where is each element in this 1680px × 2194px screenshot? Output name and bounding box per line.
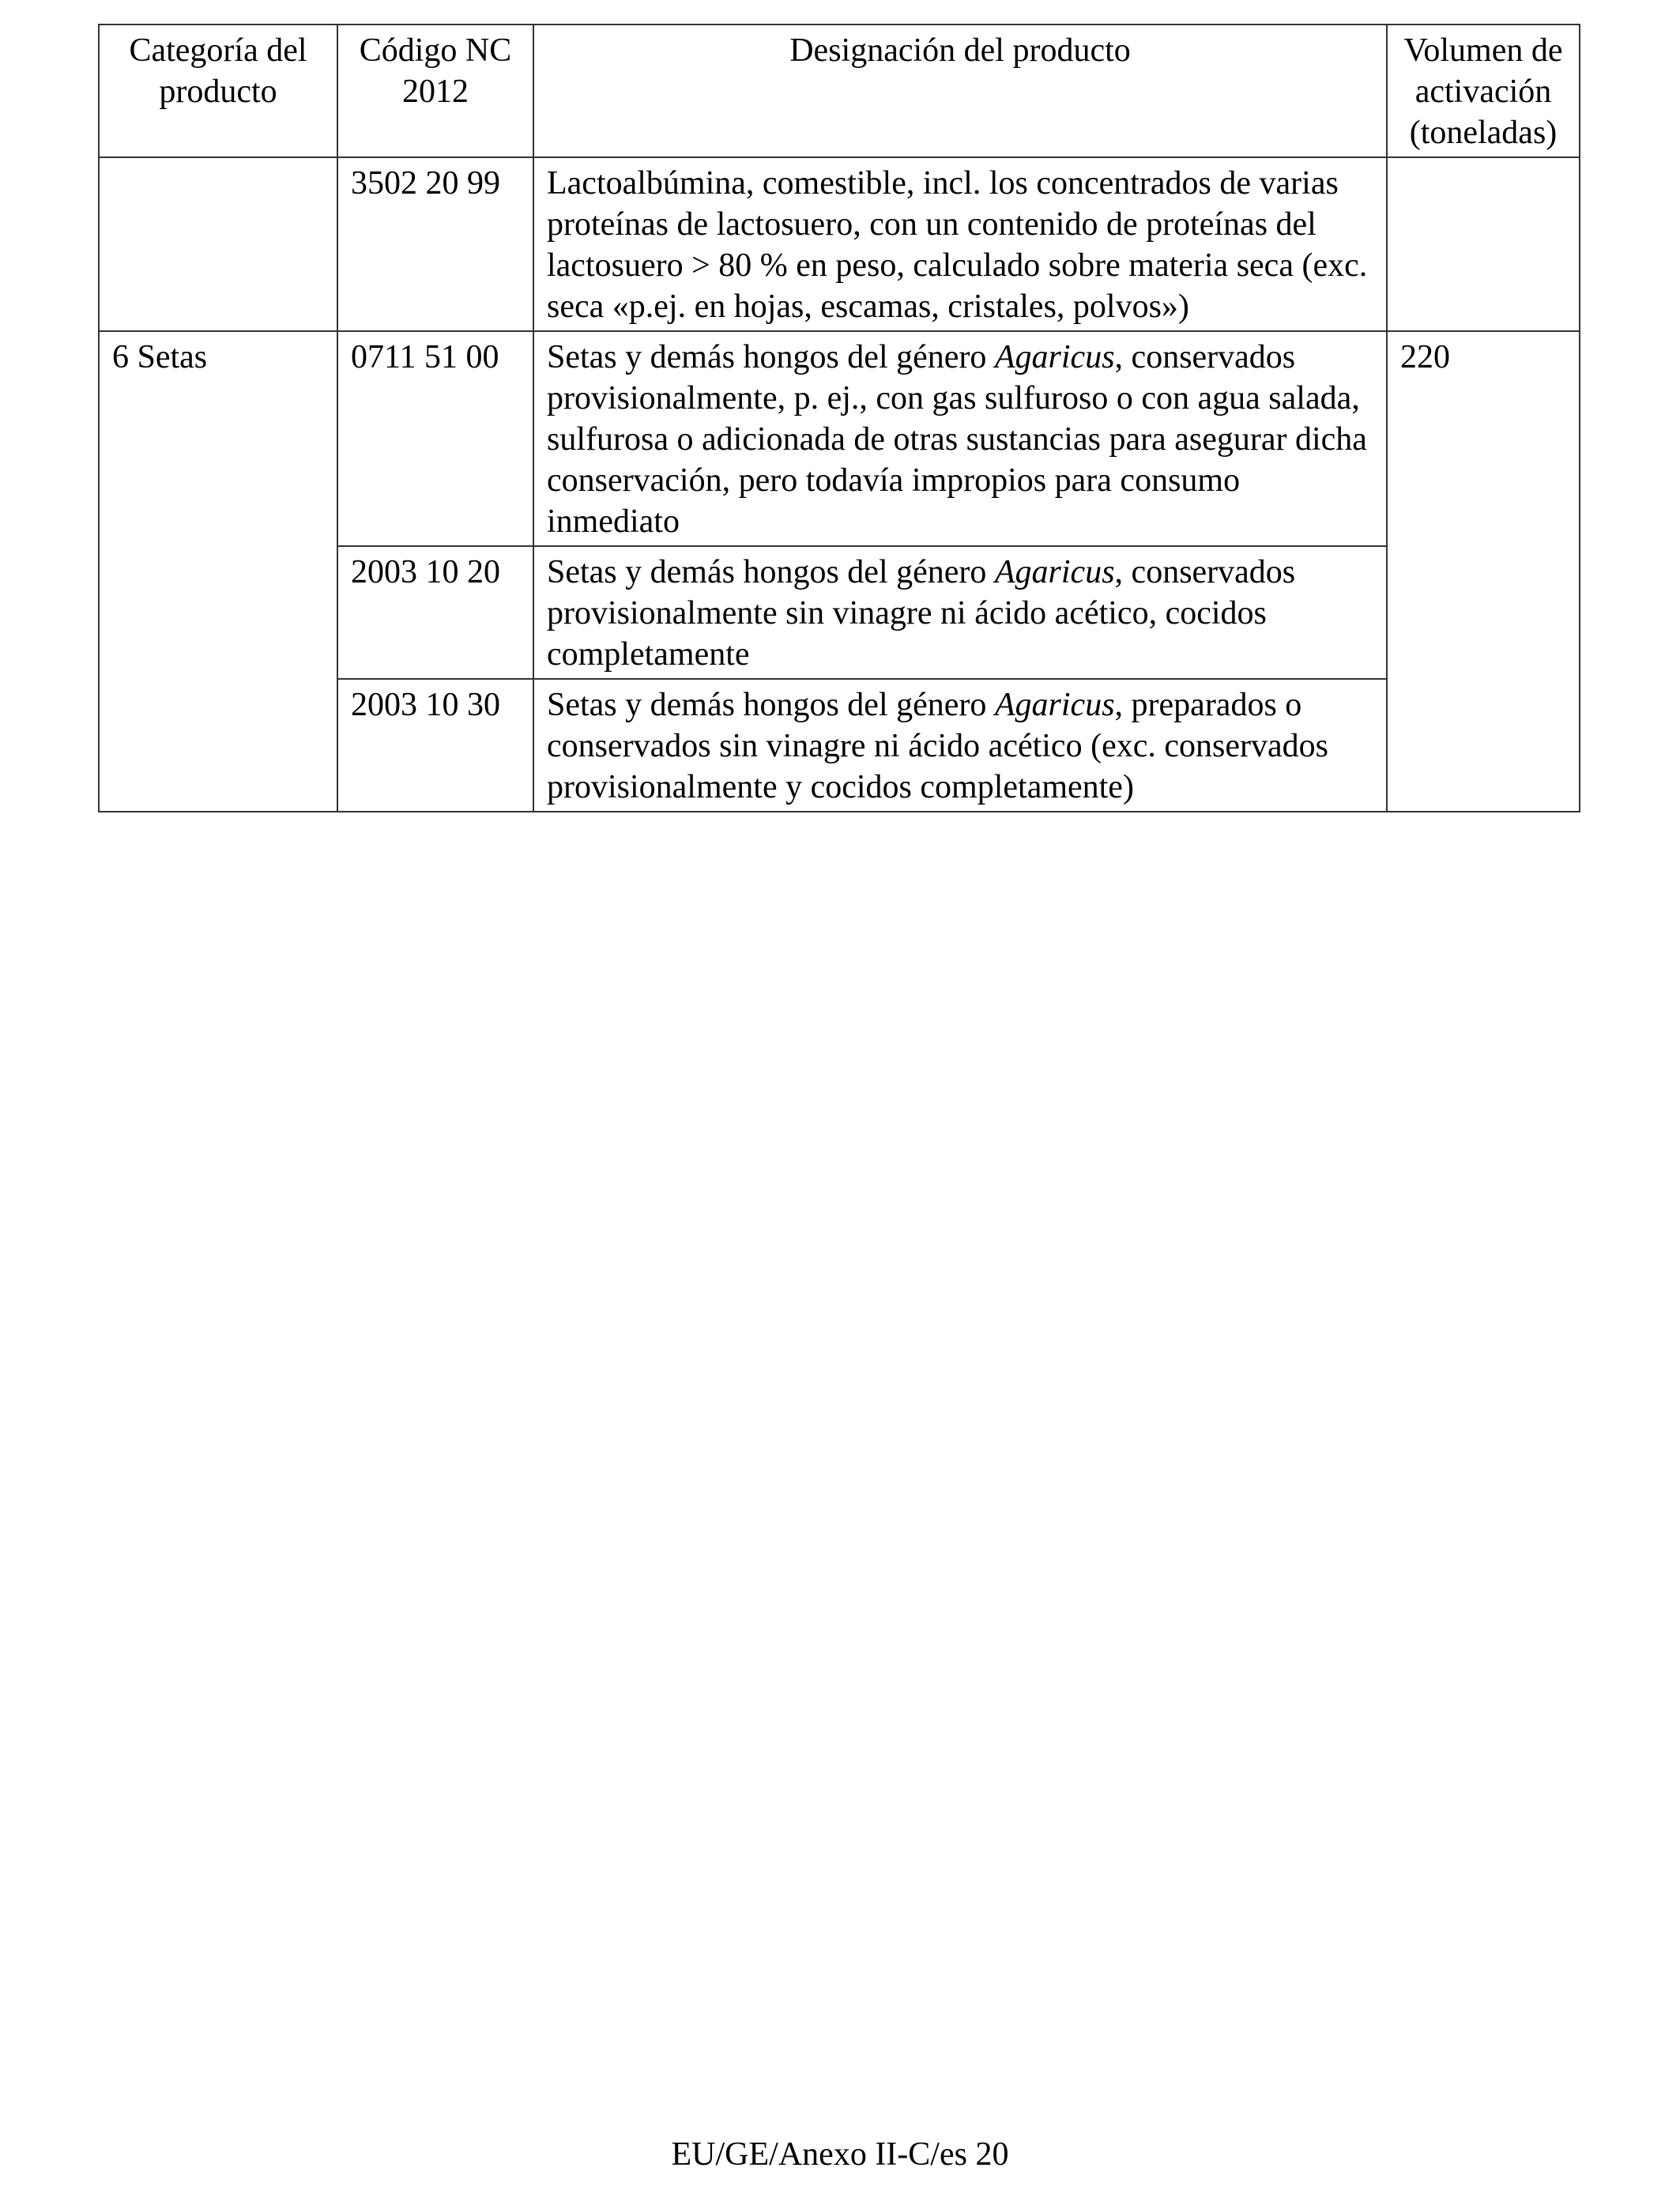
code-cell: 2003 10 30 <box>337 679 533 812</box>
designation-text: Setas y demás hongos del género <box>547 554 995 590</box>
designation-text-tail: , conservados provisionalmente, p. ej., con gas sulfuroso o con agua salada, sulfurosa o adicionada de otras sustancias para asegurar dicha conservación, pero todavía impropios para consumo inmediato <box>547 339 1367 540</box>
designation-cell <box>533 157 1387 331</box>
code-cell: 2003 10 20 <box>337 546 533 679</box>
designation-text: Setas y demás hongos del género <box>547 339 995 375</box>
category-cell <box>99 157 337 331</box>
designation-cell <box>533 546 1387 679</box>
header-volume: Volumen de activación (toneladas) <box>1387 25 1580 157</box>
category-cell: 6 Setas <box>99 331 337 812</box>
table-row <box>99 157 1580 331</box>
designation-text-tail: , conservados provisionalmente sin vinagre ni ácido acético, cocidos completamente <box>547 554 1296 673</box>
table-row <box>99 331 1580 546</box>
designation-text: Lactoalbúmina, comestible, incl. los concentrados de varias proteínas de lactosuero, con un contenido de proteínas del lactosuero > 80 % en peso, calculado sobre materia seca (exc. seca «p.ej. en hojas, escamas, cristales, polvos») <box>547 165 1368 325</box>
designation-text: Setas y demás hongos del género <box>547 687 995 723</box>
designation-genus: Agaricus <box>994 687 1115 723</box>
designation-cell <box>533 331 1387 546</box>
volume-cell: 220 <box>1387 331 1580 812</box>
code-cell: 3502 20 99 <box>337 157 533 331</box>
designation-text-tail: , preparados o conservados sin vinagre ni ácido acético (exc. conservados provisionalmente y cocidos completamente) <box>547 687 1328 805</box>
header-category: Categoría del producto <box>99 25 337 157</box>
designation-genus: Agaricus <box>994 339 1115 375</box>
volume-cell <box>1387 157 1580 331</box>
product-table <box>98 24 1580 812</box>
header-row <box>99 25 1580 157</box>
designation-genus: Agaricus <box>994 554 1115 590</box>
header-designation: Designación del producto <box>533 25 1387 157</box>
code-cell: 0711 51 00 <box>337 331 533 546</box>
page-footer: EU/GE/Anexo II-C/es 20 <box>671 2136 1009 2173</box>
designation-cell <box>533 679 1387 812</box>
header-code: Código NC 2012 <box>337 25 533 157</box>
